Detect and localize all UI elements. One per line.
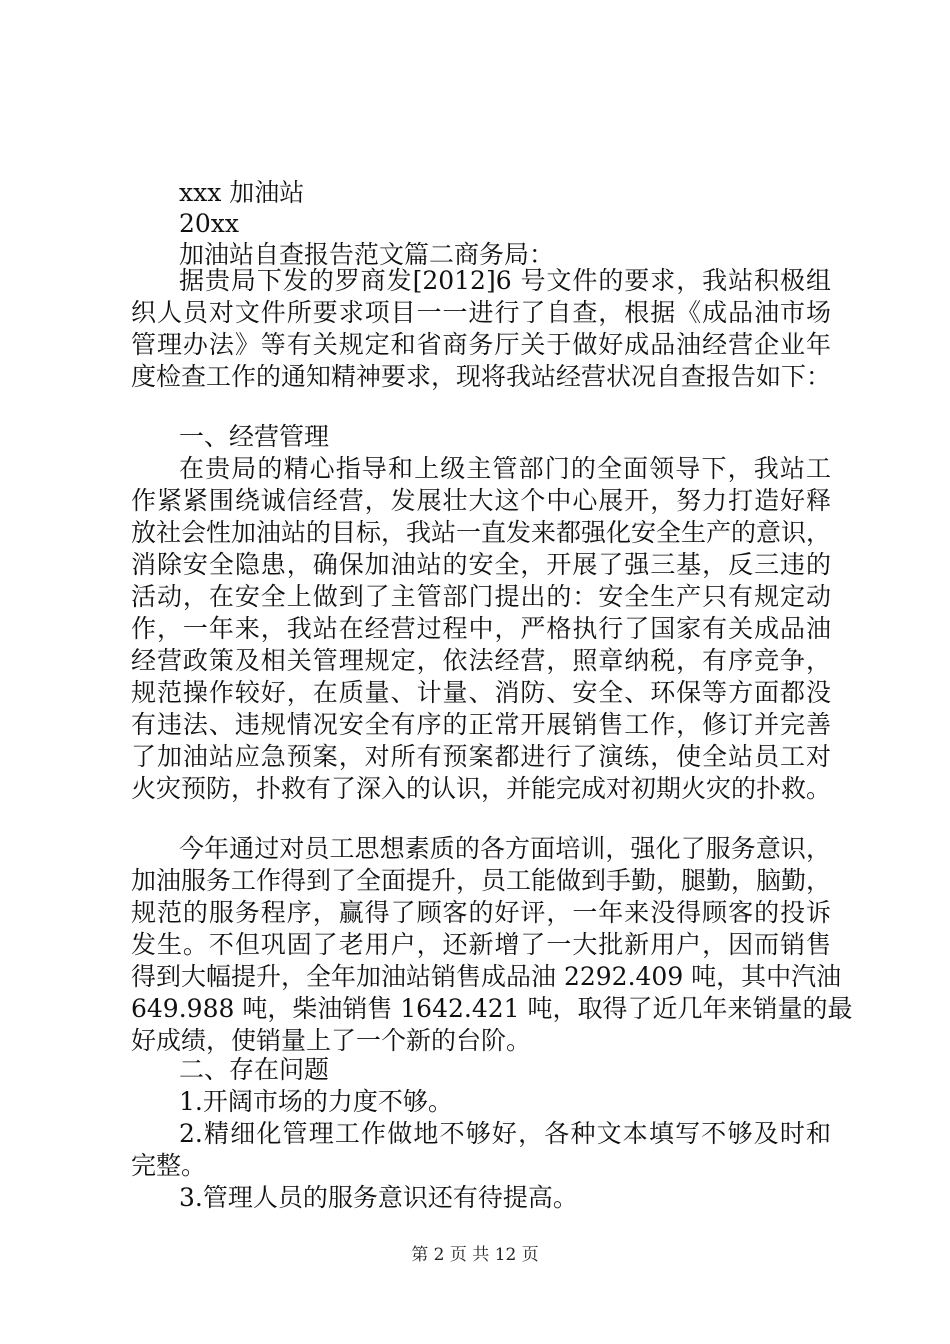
list-item: 3.管理人员的服务意识还有待提高。: [179, 1183, 578, 1212]
paragraph-line: 作，一年来，我站在经营过程中，严格执行了国家有关成品油: [131, 614, 831, 643]
paragraph-line: 据贵局下发的罗商发[2012]6 号文件的要求，我站积极组: [179, 266, 831, 295]
paragraph-line: 在贵局的精心指导和上级主管部门的全面领导下，我站工: [179, 454, 831, 483]
list-item: 1.开阔市场的力度不够。: [179, 1087, 453, 1116]
paragraph-line: 管理办法》等有关规定和省商务厅关于做好成品油经营企业年: [131, 330, 831, 359]
paragraph-line: 消除安全隐患，确保加油站的安全，开展了强三基，反三违的: [131, 550, 831, 579]
report-title: 加油站自查报告范文篇二商务局：: [179, 240, 555, 269]
paragraph-line: 度检查工作的通知精神要求，现将我站经营状况自查报告如下：: [131, 362, 832, 391]
paragraph-line: 规范操作较好，在质量、计量、消防、安全、环保等方面都没: [131, 678, 831, 707]
section-heading: 二、存在问题: [179, 1055, 330, 1084]
paragraph-line: 了加油站应急预案，对所有预案都进行了演练，使全站员工对: [131, 742, 831, 771]
paragraph-line: 活动，在安全上做到了主管部门提出的：安全生产只有规定动: [131, 582, 831, 611]
section-heading: 一、经营管理: [179, 422, 330, 451]
station-name: xxx 加油站: [179, 178, 305, 207]
year-line: 20xx: [179, 209, 240, 238]
paragraph-line: 649.988 吨，柴油销售 1642.421 吨，取得了近几年来销量的最: [131, 994, 853, 1023]
paragraph-line: 好成绩，使销量上了一个新的台阶。: [131, 1026, 532, 1055]
paragraph-line: 有违法、违规情况安全有序的正常开展销售工作，修订并完善: [131, 710, 831, 739]
list-item: 2.精细化管理工作做地不够好，各种文本填写不够及时和: [179, 1119, 831, 1148]
paragraph-line: 今年通过对员工思想素质的各方面培训，强化了服务意识，: [179, 834, 831, 863]
paragraph-line: 发生。不但巩固了老用户，还新增了一大批新用户，因而销售: [131, 930, 831, 959]
list-item-continued: 完整。: [131, 1151, 207, 1180]
paragraph-line: 织人员对文件所要求项目一一进行了自查，根据《成品油市场: [131, 298, 831, 327]
paragraph-line: 放社会性加油站的目标，我站一直发来都强化安全生产的意识，: [131, 518, 832, 547]
paragraph-line: 火灾预防，扑救有了深入的认识，并能完成对初期火灾的扑救。: [131, 774, 832, 803]
paragraph-line: 得到大幅提升，全年加油站销售成品油 2292.409 吨，其中汽油: [131, 962, 842, 991]
paragraph-line: 作紧紧围绕诚信经营，发展壮大这个中心展开，努力打造好释: [131, 486, 831, 515]
paragraph-line: 规范的服务程序，赢得了顾客的好评，一年来没得顾客的投诉: [131, 898, 831, 927]
paragraph-line: 加油服务工作得到了全面提升，员工能做到手勤，腿勤，脑勤，: [131, 866, 832, 895]
paragraph-line: 经营政策及相关管理规定，依法经营，照章纳税，有序竞争，: [131, 646, 831, 675]
page-number-footer: 第 2 页 共 12 页: [411, 1245, 539, 1265]
